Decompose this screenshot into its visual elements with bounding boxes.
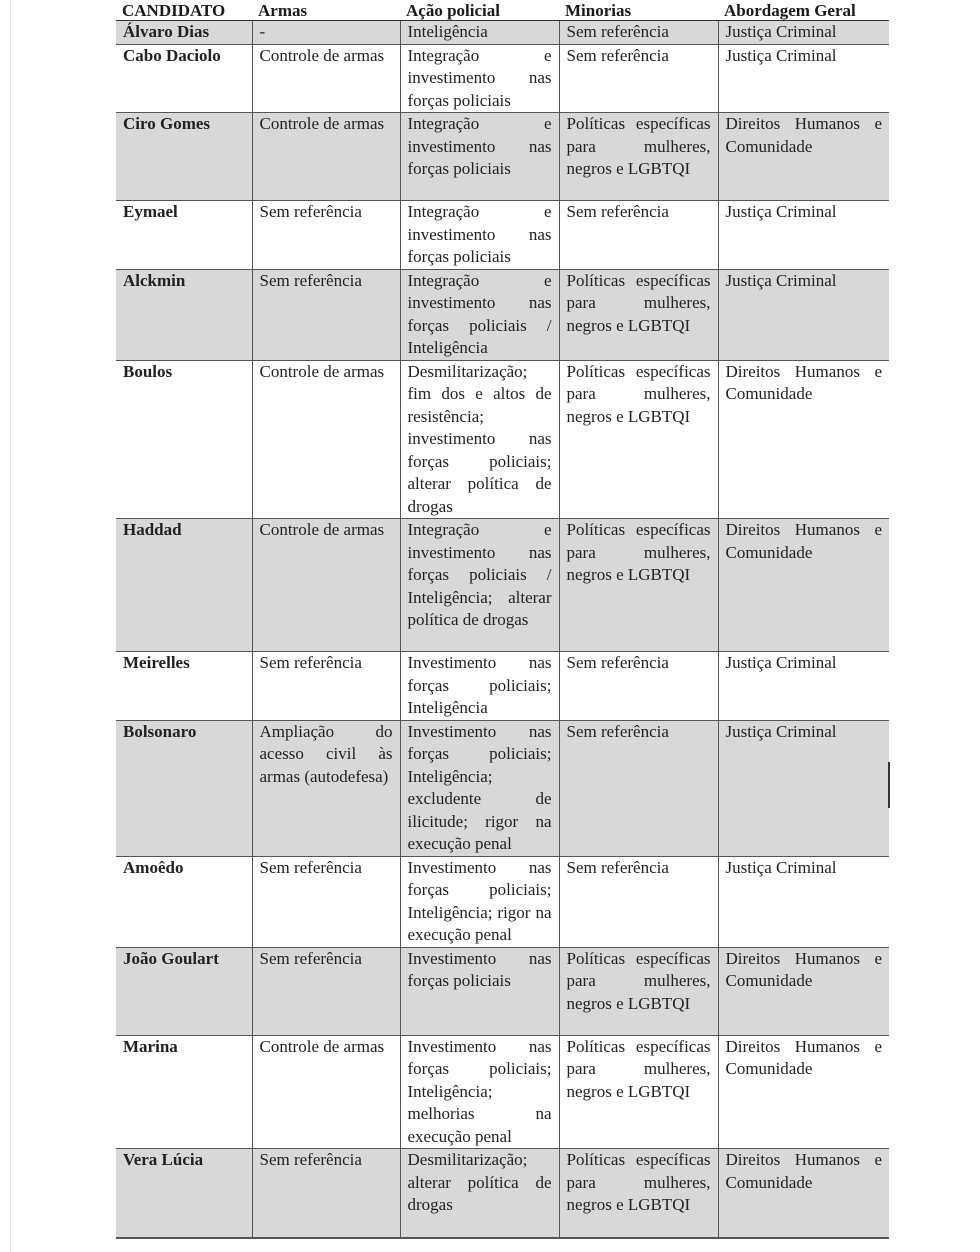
acao-policial-cell: Investimento nas forças policiais; Inteligência; rigor na execução penal [400, 856, 559, 947]
table-row [116, 113, 889, 201]
header-minorias: Minorias [559, 0, 718, 21]
armas-cell: Sem referência [252, 652, 400, 721]
abordagem-geral-cell: Justiça Criminal [718, 856, 889, 947]
armas-cell: Controle de armas [252, 113, 400, 201]
candidate-cell: João Goulart [116, 947, 252, 1035]
acao-policial-cell: Integração e investimento nas forças policiais [400, 201, 559, 270]
header-abordagem-geral: Abordagem Geral [718, 0, 889, 21]
abordagem-geral-cell: Direitos Humanos e Comunidade [718, 947, 889, 1035]
abordagem-geral-cell: Justiça Criminal [718, 720, 889, 856]
minorias-cell: Sem referência [559, 44, 718, 113]
abordagem-geral-cell: Justiça Criminal [718, 44, 889, 113]
armas-cell: Sem referência [252, 1149, 400, 1238]
abordagem-geral-cell: Direitos Humanos e Comunidade [718, 360, 889, 519]
candidate-cell: Bolsonaro [116, 720, 252, 856]
minorias-cell: Sem referência [559, 720, 718, 856]
minorias-cell: Sem referência [559, 21, 718, 45]
table-header [116, 0, 889, 21]
candidate-cell: Alckmin [116, 269, 252, 360]
minorias-cell: Políticas específicas para mulheres, negros e LGBTQI [559, 1035, 718, 1149]
table-row [116, 720, 889, 856]
abordagem-geral-cell: Justiça Criminal [718, 21, 889, 45]
table-row [116, 44, 889, 113]
abordagem-geral-cell: Direitos Humanos e Comunidade [718, 1035, 889, 1149]
minorias-cell: Políticas específicas para mulheres, negros e LGBTQI [559, 269, 718, 360]
table-row [116, 856, 889, 947]
candidate-cell: Meirelles [116, 652, 252, 721]
abordagem-geral-cell: Justiça Criminal [718, 269, 889, 360]
candidate-cell: Cabo Daciolo [116, 44, 252, 113]
armas-cell: Ampliação do acesso civil às armas (autodefesa) [252, 720, 400, 856]
minorias-cell: Políticas específicas para mulheres, negros e LGBTQI [559, 1149, 718, 1238]
candidate-cell: Ciro Gomes [116, 113, 252, 201]
candidate-cell: Boulos [116, 360, 252, 519]
acao-policial-cell: Investimento nas forças policiais [400, 947, 559, 1035]
armas-cell: Controle de armas [252, 360, 400, 519]
abordagem-geral-cell: Justiça Criminal [718, 652, 889, 721]
acao-policial-cell: Desmilitarização; fim dos e altos de resistência; investimento nas forças policiais; alterar política de drogas [400, 360, 559, 519]
table-row [116, 519, 889, 652]
table-row [116, 1035, 889, 1149]
acao-policial-cell: Investimento nas forças policiais; Inteligência; excludente de ilicitude; rigor na execução penal [400, 720, 559, 856]
acao-policial-cell: Investimento nas forças policiais; Inteligência; melhorias na execução penal [400, 1035, 559, 1149]
abordagem-geral-cell: Direitos Humanos e Comunidade [718, 113, 889, 201]
acao-policial-cell: Integração e investimento nas forças policiais / Inteligência; alterar política de drogas [400, 519, 559, 652]
candidate-cell: Amoêdo [116, 856, 252, 947]
table-row [116, 652, 889, 721]
abordagem-geral-cell: Justiça Criminal [718, 201, 889, 270]
armas-cell: Controle de armas [252, 1035, 400, 1149]
acao-policial-cell: Integração e investimento nas forças policiais / Inteligência [400, 269, 559, 360]
minorias-cell: Políticas específicas para mulheres, negros e LGBTQI [559, 519, 718, 652]
minorias-cell: Políticas específicas para mulheres, negros e LGBTQI [559, 947, 718, 1035]
candidate-cell: Marina [116, 1035, 252, 1149]
candidate-cell: Eymael [116, 201, 252, 270]
table-row [116, 21, 889, 45]
armas-cell: Sem referência [252, 856, 400, 947]
armas-cell: Sem referência [252, 269, 400, 360]
header-acao-policial: Ação policial [400, 0, 559, 21]
armas-cell: Sem referência [252, 947, 400, 1035]
minorias-cell: Políticas específicas para mulheres, negros e LGBTQI [559, 113, 718, 201]
acao-policial-cell: Integração e investimento nas forças policiais [400, 44, 559, 113]
table-body [116, 21, 889, 1238]
table-row [116, 1149, 889, 1238]
abordagem-geral-cell: Direitos Humanos e Comunidade [718, 1149, 889, 1238]
armas-cell: Sem referência [252, 201, 400, 270]
scan-artifact-mark [888, 762, 890, 808]
page-edge-line [10, 0, 11, 1252]
minorias-cell: Sem referência [559, 201, 718, 270]
table-row [116, 947, 889, 1035]
armas-cell: Controle de armas [252, 44, 400, 113]
minorias-cell: Políticas específicas para mulheres, negros e LGBTQI [559, 360, 718, 519]
acao-policial-cell: Inteligência [400, 21, 559, 45]
armas-cell: - [252, 21, 400, 45]
candidate-cell: Haddad [116, 519, 252, 652]
table-row [116, 201, 889, 270]
candidate-cell: Álvaro Dias [116, 21, 252, 45]
minorias-cell: Sem referência [559, 856, 718, 947]
table-row [116, 360, 889, 519]
acao-policial-cell: Desmilitarização; alterar política de drogas [400, 1149, 559, 1238]
minorias-cell: Sem referência [559, 652, 718, 721]
header-armas: Armas [252, 0, 400, 21]
armas-cell: Controle de armas [252, 519, 400, 652]
abordagem-geral-cell: Direitos Humanos e Comunidade [718, 519, 889, 652]
acao-policial-cell: Investimento nas forças policiais; Inteligência [400, 652, 559, 721]
acao-policial-cell: Integração e investimento nas forças policiais [400, 113, 559, 201]
candidate-cell: Vera Lúcia [116, 1149, 252, 1238]
candidates-security-table [116, 0, 889, 1239]
table-row [116, 269, 889, 360]
header-candidato: CANDIDATO [116, 0, 252, 21]
